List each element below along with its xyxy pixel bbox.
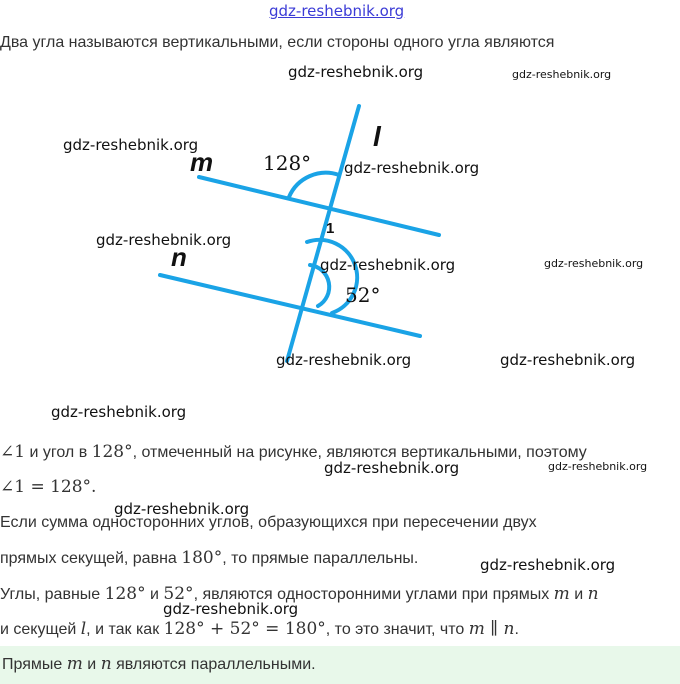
watermark: gdz-reshebnik.org [500, 351, 636, 369]
angle-1-label: 1 [326, 220, 335, 237]
watermark: gdz-reshebnik.org [96, 231, 232, 249]
angle-1-symbol: ∠1 [0, 442, 26, 462]
intro-text: Два угла называются вертикальными, если стороны одного угла являются [0, 34, 555, 51]
label-l: l [373, 121, 381, 152]
watermark: gdz-reshebnik.org [344, 159, 480, 177]
conclusion-box: Прямые m и n являются параллельными. [0, 646, 680, 684]
watermark: gdz-reshebnik.org [51, 403, 187, 421]
watermark: gdz-reshebnik.org [114, 500, 250, 518]
watermark: gdz-reshebnik.org [276, 351, 412, 369]
angle-128-label: 128° [263, 151, 312, 175]
watermark: gdz-reshebnik.org [480, 556, 616, 574]
paragraph-angles-line2: и секущей l, и так как 128° + 52° = 180°, то это значит, что m ∥ n. [0, 619, 519, 639]
watermark: gdz-reshebnik.org [548, 460, 648, 473]
angle-52-label: 52° [345, 283, 381, 307]
paragraph-vertical-angles: ∠1 и угол в 128°, отмеченный на рисунке, являются вертикальными, поэтому [0, 442, 587, 462]
watermark: gdz-reshebnik.org [288, 63, 424, 81]
paragraph-angles-line1: Углы, равные 128° и 52°, являются односторонними углами при прямых m и n [0, 584, 599, 604]
label-m: m [190, 147, 214, 177]
watermark: gdz-reshebnik.org [63, 136, 199, 154]
line-m [199, 177, 439, 235]
watermark: gdz-reshebnik.org [544, 257, 644, 270]
watermark: gdz-reshebnik.org [163, 600, 299, 618]
paragraph-rule-line1: Если сумма односторонних углов, образующихся при пересечении двух [0, 514, 537, 531]
watermark: gdz-reshebnik.org [512, 68, 612, 81]
paragraph-rule-line2: прямых секущей, равна 180°, то прямые параллельны. [0, 548, 419, 568]
line-l-transversal [287, 106, 359, 361]
label-n: n [171, 242, 187, 272]
site-link[interactable]: gdz-reshebnik.org [269, 2, 405, 20]
watermark: gdz-reshebnik.org [324, 459, 460, 477]
watermark: gdz-reshebnik.org [320, 256, 456, 274]
line-n [160, 275, 420, 336]
arc-128 [289, 173, 339, 197]
equation-angle-1: ∠1 = 128°. [0, 477, 97, 497]
